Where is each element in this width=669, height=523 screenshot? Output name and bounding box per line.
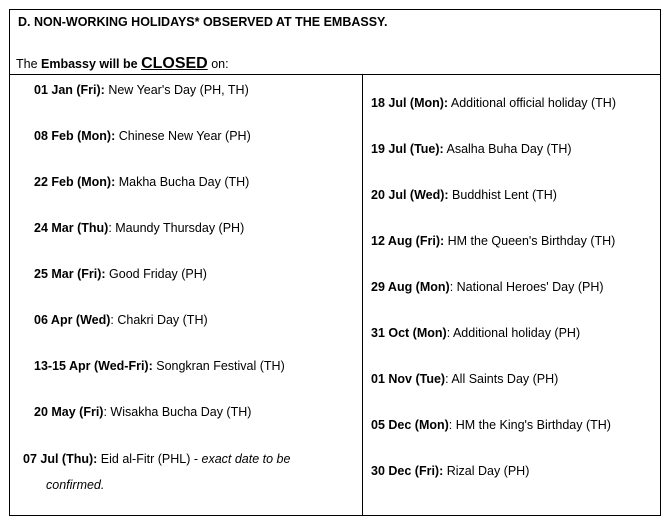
- holiday-name: Makha Bucha Day (TH): [115, 175, 250, 189]
- holiday-name: Chinese New Year (PH): [115, 129, 251, 143]
- holiday-item: [371, 233, 615, 249]
- notice-closed: CLOSED: [141, 55, 208, 72]
- holiday-date: 20 May (Fri): [34, 405, 104, 419]
- holiday-name: Good Friday (PH): [105, 267, 207, 281]
- holiday-date: 05 Dec (Mon): [371, 418, 449, 432]
- holiday-name: Songkran Festival (TH): [152, 359, 285, 373]
- column-divider: [362, 74, 363, 515]
- holiday-name: : All Saints Day (PH): [445, 372, 559, 386]
- holiday-item: [34, 82, 249, 98]
- holiday-date: 13-15 Apr (Wed-Fri):: [34, 359, 153, 373]
- holiday-date: 29 Aug (Mon): [371, 280, 450, 294]
- holiday-date: 31 Oct (Mon): [371, 326, 447, 340]
- holiday-date: 20 Jul (Wed):: [371, 188, 449, 202]
- holiday-name: New Year's Day (PH, TH): [104, 83, 249, 97]
- holiday-name: : Maundy Thursday (PH): [108, 221, 245, 235]
- holiday-name: : National Heroes' Day (PH): [449, 280, 604, 294]
- holiday-date: 24 Mar (Thu): [34, 221, 109, 235]
- holiday-note: exact date to be: [201, 452, 291, 466]
- holiday-item: [371, 279, 604, 295]
- holiday-date: 01 Jan (Fri):: [34, 83, 105, 97]
- notice-embassy: Embassy will be: [41, 57, 142, 71]
- holiday-date: 12 Aug (Fri):: [371, 234, 445, 248]
- notice-suffix: on:: [207, 57, 229, 71]
- holiday-item: [34, 312, 208, 328]
- holiday-date: 08 Feb (Mon):: [34, 129, 116, 143]
- holiday-name: Rizal Day (PH): [443, 464, 530, 478]
- holiday-item: [34, 174, 249, 190]
- holiday-name: : Additional holiday (PH): [446, 326, 581, 340]
- holiday-item: [371, 187, 557, 203]
- holiday-item: [34, 358, 285, 374]
- holiday-name: Eid al-Fitr (PHL) -: [97, 452, 202, 466]
- holiday-date: 30 Dec (Fri):: [371, 464, 444, 478]
- holiday-note-continued: confirmed.: [46, 478, 105, 492]
- holiday-name: : Wisakha Bucha Day (TH): [103, 405, 252, 419]
- holiday-date: 07 Jul (Thu):: [23, 452, 98, 466]
- holiday-date: 25 Mar (Fri):: [34, 267, 106, 281]
- holiday-date: 18 Jul (Mon):: [371, 96, 449, 110]
- header-divider: [10, 74, 660, 75]
- holiday-item-eid: [23, 451, 290, 467]
- holiday-item: [371, 371, 558, 387]
- holiday-item: [371, 325, 580, 341]
- holiday-item: [34, 128, 251, 144]
- holiday-item: [34, 220, 244, 236]
- holiday-date: 22 Feb (Mon):: [34, 175, 116, 189]
- holiday-item: [34, 266, 207, 282]
- holiday-name: : HM the King's Birthday (TH): [448, 418, 611, 432]
- holiday-name: : Chakri Day (TH): [110, 313, 208, 327]
- holiday-item: [34, 404, 251, 420]
- holiday-item: [371, 417, 611, 433]
- holiday-name: HM the Queen's Birthday (TH): [444, 234, 616, 248]
- holiday-item: [371, 141, 572, 157]
- section-title: D. NON-WORKING HOLIDAYS* OBSERVED AT THE EMBASSY.: [18, 15, 388, 29]
- holiday-item: [371, 463, 529, 479]
- notice-prefix: The: [16, 57, 42, 71]
- holiday-item: [371, 95, 616, 111]
- holiday-date: 01 Nov (Tue): [371, 372, 446, 386]
- holiday-name: Buddhist Lent (TH): [448, 188, 557, 202]
- holidays-table: [9, 9, 661, 516]
- closed-notice: [16, 55, 229, 73]
- holiday-name: Additional official holiday (TH): [448, 96, 617, 110]
- holiday-date: 19 Jul (Tue):: [371, 142, 444, 156]
- holiday-date: 06 Apr (Wed): [34, 313, 111, 327]
- holiday-name: Asalha Buha Day (TH): [443, 142, 572, 156]
